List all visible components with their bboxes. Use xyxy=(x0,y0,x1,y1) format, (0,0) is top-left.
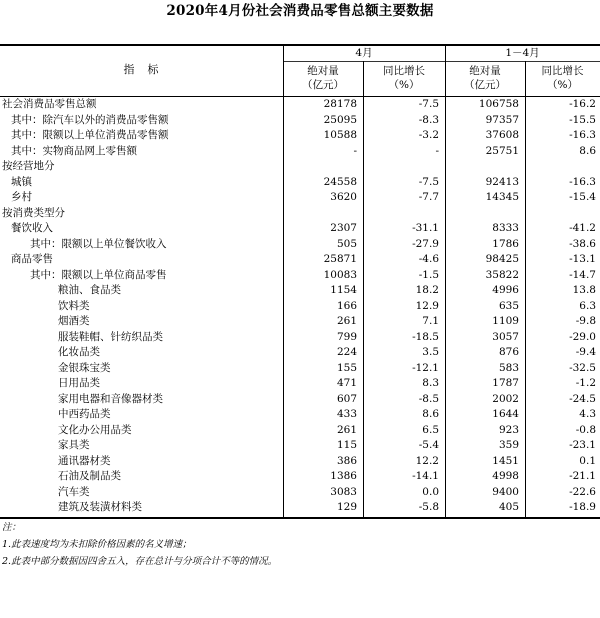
cell-abs-1: 10083 xyxy=(323,268,357,281)
cell-yoy-2: -16.2 xyxy=(569,98,596,110)
cell-yoy-1: 6.5 xyxy=(422,423,439,436)
cell-abs-2: 1109 xyxy=(492,315,519,327)
cell-abs-1: 25871 xyxy=(323,253,357,265)
yoy-header-2-unit: （%） xyxy=(547,79,578,91)
cell-abs-2: 4996 xyxy=(492,284,519,296)
cell-yoy-1: -14.1 xyxy=(412,470,439,482)
table-row xyxy=(0,128,600,144)
cell-abs-1: - xyxy=(353,144,357,157)
period1-header: 4月 xyxy=(355,47,373,59)
cell-abs-1: 386 xyxy=(336,454,357,467)
cell-yoy-1: 8.6 xyxy=(422,408,439,420)
cell-abs-1: 799 xyxy=(336,330,357,343)
row-label: 通讯器材类 xyxy=(58,454,111,467)
row-label: 其中：限额以上单位消费品零售额 xyxy=(11,129,169,141)
cell-abs-2: 98425 xyxy=(485,253,519,265)
cell-abs-2: 92413 xyxy=(485,175,519,188)
cell-yoy-2: -1.2 xyxy=(575,377,596,389)
cell-abs-2: 876 xyxy=(498,346,519,358)
cell-yoy-1: -18.5 xyxy=(412,330,439,343)
cell-abs-2: 97357 xyxy=(485,113,519,126)
cell-yoy-2: -15.5 xyxy=(569,113,596,126)
row-label: 其中：除汽车以外的消费品零售额 xyxy=(11,113,169,126)
cell-abs-1: 471 xyxy=(336,377,357,389)
cell-yoy-1: 12.2 xyxy=(415,454,439,467)
row-label: 饮料类 xyxy=(58,299,90,312)
cell-yoy-2: -16.3 xyxy=(569,175,596,188)
table-row xyxy=(0,330,600,346)
cell-yoy-2: 6.3 xyxy=(579,299,596,312)
table-row xyxy=(0,144,600,160)
cell-yoy-1: -7.5 xyxy=(418,175,439,188)
cell-yoy-1: -3.2 xyxy=(418,129,439,141)
row-label: 按经营地分 xyxy=(2,160,55,172)
yoy-header-2-label: 同比增长 xyxy=(541,65,584,77)
table-row xyxy=(0,190,600,206)
cell-abs-2: 1451 xyxy=(492,454,519,467)
cell-yoy-1: -1.5 xyxy=(418,268,439,281)
table-row xyxy=(0,345,600,361)
row-label: 其中：限额以上单位商品零售 xyxy=(30,268,167,281)
cell-abs-2: 106758 xyxy=(478,98,519,110)
cell-abs-1: 115 xyxy=(336,439,357,451)
cell-yoy-2: -41.2 xyxy=(569,222,596,234)
cell-abs-1: 607 xyxy=(336,392,357,405)
notes-heading: 注： xyxy=(2,521,22,533)
table-row xyxy=(0,252,600,268)
cell-yoy-2: -38.6 xyxy=(569,237,596,250)
row-label: 城镇 xyxy=(11,175,32,188)
table-row xyxy=(0,268,600,284)
cell-abs-1: 1154 xyxy=(330,284,357,296)
cell-yoy-1: 3.5 xyxy=(422,346,439,358)
cell-abs-2: 1787 xyxy=(492,377,519,389)
note-item: 1.此表速度均为未扣除价格因素的名义增速； xyxy=(2,538,192,550)
table-row xyxy=(0,376,600,392)
cell-abs-2: 25751 xyxy=(485,144,519,157)
cell-yoy-2: -24.5 xyxy=(569,392,596,405)
cell-abs-1: 155 xyxy=(336,361,357,374)
cell-abs-2: 3057 xyxy=(492,330,519,343)
abs-header-2-label: 绝对量 xyxy=(469,65,501,77)
table-row xyxy=(0,159,600,175)
row-label: 石油及制品类 xyxy=(58,470,121,482)
cell-yoy-2: -29.0 xyxy=(569,330,596,343)
cell-yoy-1: 12.9 xyxy=(415,299,439,312)
yoy-header-1-label: 同比增长 xyxy=(383,65,425,77)
row-label: 汽车类 xyxy=(58,485,90,498)
row-label: 餐饮收入 xyxy=(11,222,53,234)
cell-yoy-2: -22.6 xyxy=(569,485,596,498)
cell-yoy-1: 0.0 xyxy=(422,485,439,498)
table-row xyxy=(0,283,600,299)
cell-abs-1: 129 xyxy=(336,501,357,513)
cell-abs-1: 3083 xyxy=(330,485,357,498)
row-label: 化妆品类 xyxy=(58,346,100,358)
cell-abs-1: 28178 xyxy=(323,98,357,110)
table-row xyxy=(0,97,600,113)
table-row xyxy=(0,392,600,408)
cell-abs-2: 1786 xyxy=(492,237,519,250)
cell-abs-2: 8333 xyxy=(492,222,519,234)
cell-abs-2: 923 xyxy=(498,423,519,436)
abs-header-1-label: 绝对量 xyxy=(307,65,339,77)
row-label: 家具类 xyxy=(58,439,90,451)
cell-yoy-1: -27.9 xyxy=(412,237,439,250)
cell-yoy-2: -16.3 xyxy=(569,129,596,141)
row-label: 烟酒类 xyxy=(58,315,90,327)
row-label: 商品零售 xyxy=(11,253,53,265)
row-label: 其中：限额以上单位餐饮收入 xyxy=(30,237,167,250)
cell-abs-2: 9400 xyxy=(492,485,519,498)
table-row xyxy=(0,500,600,516)
table-row xyxy=(0,407,600,423)
cell-abs-1: 1386 xyxy=(330,470,357,482)
cell-abs-2: 2002 xyxy=(492,392,519,405)
cell-yoy-1: - xyxy=(435,144,439,157)
cell-abs-1: 261 xyxy=(336,315,357,327)
table-row xyxy=(0,454,600,470)
cell-yoy-2: -0.8 xyxy=(575,423,596,436)
row-label: 家用电器和音像器材类 xyxy=(58,392,163,405)
cell-yoy-2: 13.8 xyxy=(572,284,596,296)
cell-yoy-1: 7.1 xyxy=(422,315,439,327)
row-label: 乡村 xyxy=(11,191,32,203)
indicator-header: 指 标 xyxy=(123,63,160,76)
cell-yoy-1: -12.1 xyxy=(412,361,439,374)
cell-abs-2: 583 xyxy=(498,361,519,374)
cell-yoy-2: -9.4 xyxy=(575,346,596,358)
row-label: 中西药品类 xyxy=(58,408,111,420)
cell-yoy-1: -31.1 xyxy=(412,222,439,234)
row-label: 社会消费品零售总额 xyxy=(2,98,97,110)
yoy-header-1-unit: （%） xyxy=(388,79,420,91)
cell-yoy-2: -18.9 xyxy=(569,501,596,513)
abs-header-1-unit: （亿元） xyxy=(302,79,344,91)
cell-yoy-2: -13.1 xyxy=(569,253,596,265)
cell-abs-2: 635 xyxy=(498,299,519,312)
cell-yoy-2: 8.6 xyxy=(579,144,596,157)
cell-abs-1: 261 xyxy=(336,423,357,436)
table-row xyxy=(0,237,600,253)
row-label: 日用品类 xyxy=(58,377,100,389)
cell-yoy-2: 4.3 xyxy=(579,408,596,420)
row-label: 建筑及装潢材料类 xyxy=(58,501,142,513)
table-bottom-rule xyxy=(0,517,600,519)
cell-abs-1: 24558 xyxy=(323,175,357,188)
cell-yoy-1: -5.4 xyxy=(418,439,439,451)
page-title: 2020年4月份社会消费品零售总额主要数据 xyxy=(166,3,434,19)
cell-abs-1: 25095 xyxy=(323,113,357,126)
cell-yoy-1: 18.2 xyxy=(415,284,439,296)
table-row xyxy=(0,314,600,330)
table-row xyxy=(0,423,600,439)
cell-abs-2: 359 xyxy=(498,439,519,451)
table-row xyxy=(0,113,600,129)
cell-yoy-1: -8.5 xyxy=(418,392,439,405)
table-row xyxy=(0,361,600,377)
row-label: 文化办公用品类 xyxy=(58,423,132,436)
row-label: 服装鞋帽、针纺织品类 xyxy=(58,330,163,343)
period2-header: 1－4月 xyxy=(505,47,540,59)
cell-abs-1: 224 xyxy=(336,346,357,358)
cell-abs-2: 14345 xyxy=(485,191,519,203)
cell-yoy-1: 8.3 xyxy=(422,377,439,389)
table-row xyxy=(0,485,600,501)
abs-header-2-unit: （亿元） xyxy=(464,79,506,91)
cell-abs-1: 505 xyxy=(336,237,357,250)
row-label: 按消费类型分 xyxy=(2,206,65,219)
cell-yoy-1: -7.5 xyxy=(418,98,439,110)
cell-yoy-2: -14.7 xyxy=(569,268,596,281)
cell-abs-1: 433 xyxy=(336,408,357,420)
cell-yoy-2: -32.5 xyxy=(569,361,596,374)
row-label: 粮油、食品类 xyxy=(58,284,121,296)
table-row xyxy=(0,438,600,454)
cell-abs-1: 10588 xyxy=(323,129,357,141)
cell-abs-2: 35822 xyxy=(485,268,519,281)
period-divider-rule xyxy=(283,61,600,62)
table-row xyxy=(0,469,600,485)
table-row xyxy=(0,206,600,222)
table-row xyxy=(0,299,600,315)
cell-yoy-2: -21.1 xyxy=(569,470,596,482)
cell-yoy-2: -23.1 xyxy=(569,439,596,451)
table-row xyxy=(0,175,600,191)
cell-yoy-1: -4.6 xyxy=(418,253,439,265)
cell-abs-1: 2307 xyxy=(330,222,357,234)
note-item: 2.此表中部分数据因四舍五入，存在总计与分项合计不等的情况。 xyxy=(2,555,278,567)
cell-yoy-1: -7.7 xyxy=(418,191,439,203)
cell-abs-2: 405 xyxy=(498,501,519,513)
cell-abs-2: 4998 xyxy=(492,470,519,482)
cell-yoy-1: -8.3 xyxy=(418,113,439,126)
cell-yoy-2: -15.4 xyxy=(569,191,596,203)
cell-abs-1: 3620 xyxy=(330,191,357,203)
cell-yoy-1: -5.8 xyxy=(418,501,439,513)
cell-abs-2: 1644 xyxy=(492,408,519,420)
cell-yoy-2: 0.1 xyxy=(579,454,596,467)
cell-yoy-2: -9.8 xyxy=(575,315,596,327)
table-row xyxy=(0,221,600,237)
row-label: 金银珠宝类 xyxy=(58,361,111,374)
cell-abs-1: 166 xyxy=(336,299,357,312)
row-label: 其中：实物商品网上零售额 xyxy=(11,144,137,157)
cell-abs-2: 37608 xyxy=(485,129,519,141)
